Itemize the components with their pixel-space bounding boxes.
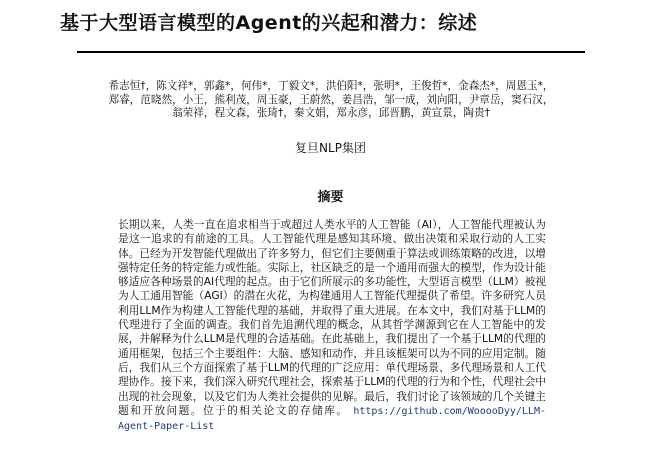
abstract-body — [118, 218, 546, 434]
affiliation: 复旦NLP集团 — [295, 141, 366, 155]
paper-title: 基于大型语言模型的Agent的兴起和潜力：综述 — [60, 12, 478, 34]
abstract-text: 长期以来，人类一直在追求相当于或超过人类水平的人工智能（AI），人工智能代理被认为是这一追求的有前途的工具。人工智能代理是感知其环境、做出决策和采取行动的人工实体。已经为开发智能代理做出了许多努力，但它们主要侧重于算法或训练策略的改进，以增强特定任务的特定能力或性能。实际上，社区缺乏的是一个通用而强大的模型，作为设计能够适应各种场景的AI代理的起点。由于它们所展示的多功能性，大型语言模型（LLM）被视为人工通用智能（AGI）的潜在火花，为构建通用人工智能代理提供了希望。许多研究人员利用LLM作为构建人工智能代理的基础，并取得了重大进展。在本文中，我们对基于LLM的代理进行了全面的调查。我们首先追溯代理的概念，从其哲学渊源到它在人工智能中的发展，并解释为什么LLM是代理的合适基础。在此基础上，我们提出了一个基于LLM的代理的通用框架，包括三个主要组件：大脑、感知和动作，并且该框架可以为不同的应用定制。随后，我们从三个方面探索了基于LLM的代理的广泛应用：单代理场景、多代理场景和人工代理协作。接下来，我们深入研究代理社会，探索基于LLM的代理的行为和个性，代理社会中出现的社会现象，以及它们为人类社会提供的见解。最后，我们讨论了该领域的几个关键主题和开放问题。位于的相关论文的存储库。 — [118, 218, 546, 417]
title-rule — [77, 51, 585, 53]
abstract-heading: 摘要 — [317, 190, 344, 205]
author-list: 希志恒†，陈文祥*，郭鑫*，何伟*，丁毅文*，洪伯阳*，张明*，王俊哲*，金森杰*，周恩玉*，郑睿，范晓然，小王，熊利茂，周玉豪，王蔚然，姜昌浩，邹一成，刘向阳，尹章岳，窦石汉，翁荣祥，程文森，张琦†，秦文娟，郑永彦，邱晋鹏，黄宣景，陶贵† — [108, 80, 554, 119]
repo-link[interactable]: https://github.com/WooooDyy/LLM-Agent-Paper-List — [118, 405, 546, 433]
